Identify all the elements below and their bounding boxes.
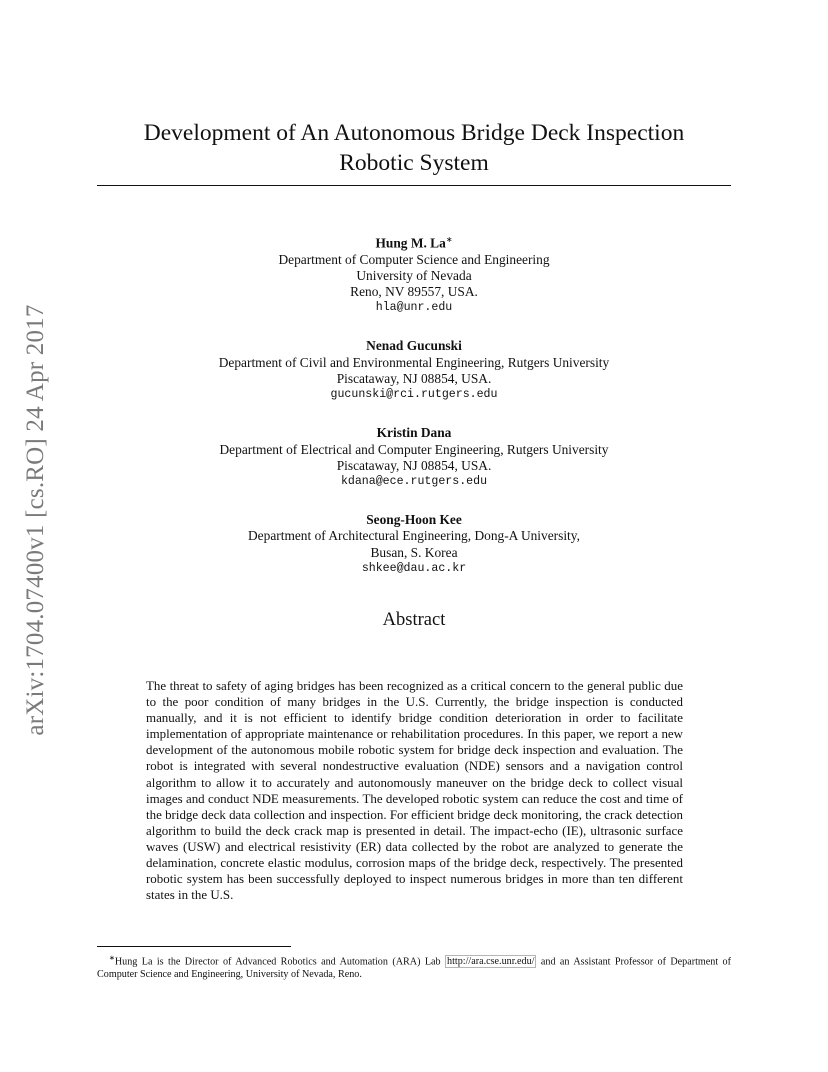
author-affiliation-line: Piscataway, NJ 08854, USA. [336, 370, 492, 386]
title-rule [97, 185, 731, 186]
author-email: kdana@ece.rutgers.edu [340, 474, 488, 488]
author-name: Kristin Dana [376, 425, 452, 441]
author-email: hla@unr.edu [375, 301, 453, 315]
author-affiliation-line: University of Nevada [356, 267, 472, 283]
author-block [97, 232, 731, 316]
author-list [97, 232, 731, 599]
footnote [97, 952, 731, 981]
footnote-text-before: Hung La is the Director of Advanced Robotics and Automation (ARA) Lab [114, 956, 446, 968]
author-affiliation-line: Department of Computer Science and Engineering [278, 251, 550, 267]
footnote-text-after: and an Assistant Professor of Department of Computer Science and Engineering, University of Nevada, Reno. [97, 956, 731, 981]
author-affiliation-line: Piscataway, NJ 08854, USA. [336, 457, 492, 473]
abstract-body: The threat to safety of aging bridges has been recognized as a critical concern to the general public due to the poor condition of many bridges in the U.S. Currently, the bridge inspection is conducted manually, and it is not efficient to identify bridge condition deterioration in order to facilitate implementation of appropriate maintenance or rehabilitation procedures. In this paper, we report a new development of the autonomous mobile robotic system for bridge deck inspection and evaluation. The robot is integrated with several nondestructive evaluation (NDE) sensors and a navigation control algorithm to allow it to accurately and autonomously maneuver on the bridge deck to collect visual images and conduct NDE measurements. The developed robotic system can reduce the cost and time of the bridge deck data collection and inspection. For efficient bridge deck monitoring, the crack detection algorithm to build the deck crack map is presented in detail. The impact-echo (IE), ultrasonic surface waves (USW) and electrical resistivity (ER) data collected by the robot are analyzed to generate the delamination, concrete elastic modulus, corrosion maps of the bridge deck, respectively. The presented robotic system has been successfully deployed to inspect numerous bridges in more than ten different states in the U.S. [146, 678, 683, 903]
author-footnote-mark: ∗ [445, 235, 453, 244]
footnote-mark: ∗ [109, 954, 115, 962]
paper-title-line-1: Development of An Autonomous Bridge Deck Inspection [143, 120, 685, 146]
lab-url-link[interactable]: http://ara.cse.unr.edu/ [447, 956, 535, 968]
author-affiliation-line: Busan, S. Korea [370, 544, 458, 560]
paper-title-line-2: Robotic System [339, 150, 489, 176]
author-affiliation-line: Department of Civil and Environmental Engineering, Rutgers University [218, 354, 610, 370]
author-email: shkee@dau.ac.kr [361, 561, 467, 575]
paper-title [97, 118, 731, 178]
arxiv-identifier-text: arXiv:1704.07400v1 [cs.RO] 24 Apr 2017 [22, 304, 49, 736]
author-affiliation-line: Department of Architectural Engineering, Dong-A University, [248, 528, 580, 544]
abstract-heading: Abstract [382, 610, 446, 630]
author-affiliation-line: Reno, NV 89557, USA. [350, 284, 478, 300]
author-name-text: Hung M. La [375, 235, 446, 251]
footnote-rule [97, 946, 291, 947]
author-name: Nenad Gucunski [366, 338, 462, 354]
author-name [97, 232, 731, 252]
author-affiliation-line: Department of Electrical and Computer Engineering, Rutgers University [219, 441, 609, 457]
author-block [97, 512, 731, 577]
author-block [97, 338, 731, 403]
author-name: Seong-Hoon Kee [366, 512, 462, 528]
author-block [97, 425, 731, 490]
author-email: gucunski@rci.rutgers.edu [330, 388, 498, 402]
